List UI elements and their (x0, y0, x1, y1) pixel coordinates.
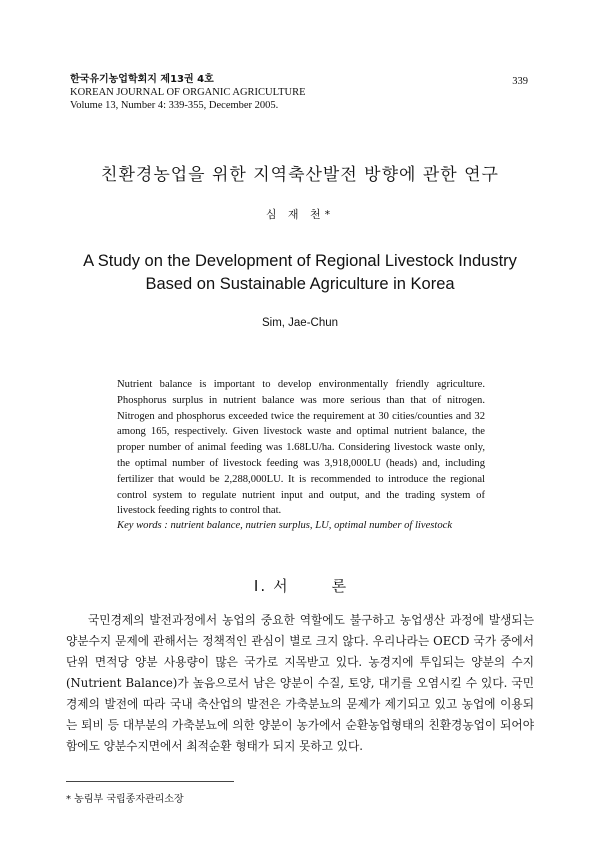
author-korean: 심 재 천* (265, 208, 335, 221)
journal-name-korean: 한국유기농업학회지 제13권 4호 (70, 74, 214, 85)
section-heading (0, 575, 600, 596)
author-english: Sim, Jae-Chun (261, 317, 339, 329)
introduction-paragraph: 국민경제의 발전과정에서 농업의 중요한 역할에도 불구하고 농업생산 과정에 발생되는 양분수지 문제에 관해서는 정책적인 관심이 별로 크지 않다. 우리나라는 OECD 국가 중에서 단위 면적당 양분 사용량이 많은 국가로 지목받고 있다. 농경지에 투입되는 양분의 수지(Nutrient Balance)가 높음으로서 남은 양분이 수질, 토양, 대기를 오염시킬 수 있다. 국민경제의 발전에 따라 국내 축산업의 발전은 가축분뇨의 문제가 제기되고 있고 농업에 이용되는 퇴비 등 대부분의 가축분뇨에 의한 양분이 농가에서 순환농업형태의 친환경농업이 되어야 함에도 양분수지면에서 최적순환 형태가 되지 못하고 있다. (66, 613, 534, 753)
journal-header (70, 73, 306, 112)
footnote: * 농림부 국립종자관리소장 (66, 794, 184, 805)
footnote-divider (66, 781, 234, 782)
journal-name-english: KOREAN JOURNAL OF ORGANIC AGRICULTURE (70, 87, 306, 98)
volume-info: Volume 13, Number 4: 339-355, December 2005. (70, 100, 279, 111)
section-title-part-1: 서 (273, 577, 288, 595)
paper-title-english (0, 250, 600, 296)
page-number: 339 (512, 76, 528, 87)
paper-title-korean: 친환경농업을 위한 지역축산발전 방향에 관한 연구 (101, 165, 499, 185)
title-english-line-2: Based on Sustainable Agriculture in Korea (145, 275, 455, 293)
title-english-line-1: A Study on the Development of Regional Livestock Industry (83, 252, 517, 270)
abstract: Nutrient balance is important to develop environmentally friendly agriculture. Phosphorus surplus in nutrient balance was more serious than that of nitrogen. Nitrogen and phosphorus exceeded twice the requirement at 30 cities/counties and 32 among 165, respectively. Given livestock waste and optimal nutrient balance, the proper number of animal feeding was 1.68LU/ha. Considering livestock waste only, the optimal number of livestock feeding was 3,918,000LU (heads) and, including fertilizer that would be 2,288,000LU. It is recommended to introduce the regional control system to regulate nutrient input and output, and the trading system of livestock feeding rights to control that. (117, 379, 485, 517)
section-number: I. (253, 577, 268, 595)
keywords: Key words : nutrient balance, nutrien surplus, LU, optimal number of livestock (117, 520, 453, 531)
section-title-part-2: 론 (331, 577, 347, 595)
